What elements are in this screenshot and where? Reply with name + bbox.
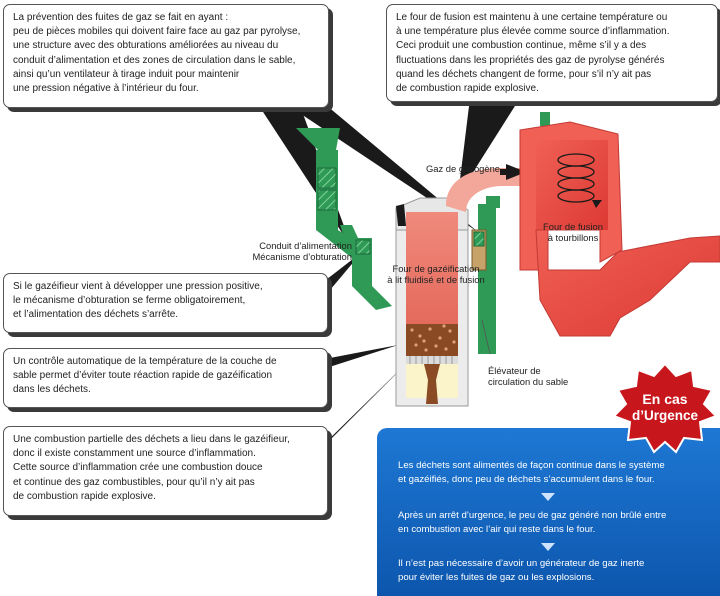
label-feed-duct: Conduit d’alimentation Mécanisme d’obturation [252, 240, 352, 262]
label-melting-furnace: Four de fusion à tourbillons [543, 221, 603, 243]
callout-gas-leak-prevention: La prévention des fuites de gaz se fait en ayant : peu de pièces mobiles qui doivent faire face au gaz par pyrolyse, une structure avec des obturations améliorées au niveau du conduit d’alimentation et des zones de circulation dans le sable, ainsi qu’un ventilateur à tirage induit pour maintenir une pression négative à l’intérieur du four. [3, 4, 329, 108]
callout-partial-combustion: Une combustion partielle des déchets a lieu dans le gazéifieur, donc il existe constamment une source d’inflammation. Cette source d’inflammation crée une combustion douce et continue des gaz combustibles, pour qu’il n’y ait pas de combustion rapide explosive. [3, 426, 328, 516]
emergency-badge [612, 362, 718, 454]
down-arrow-icon [541, 543, 555, 551]
pointer-temperature [320, 345, 398, 370]
label-syngas: Gaz de gazogène [426, 163, 501, 174]
badge-line-2: d’Urgence [631, 408, 699, 423]
label-gasifier: Four de gazéification à lit fluidisé et de fusion [387, 263, 485, 285]
callout-temperature-control: Un contrôle automatique de la température de la couche de sable permet d’éviter toute réaction rapide de gazéification dans les déchets. [3, 348, 328, 408]
emergency-step-1: Les déchets sont alimentés de façon continue dans le système et gazéifiés, donc peu de déchets s’accumulent dans le four. [398, 460, 665, 485]
emergency-step-3: Il n’est pas nécessaire d’avoir un générateur de gaz inerte pour éviter les fuites de gaz ou les explosions. [398, 558, 645, 583]
callout-melting-furnace: Le four de fusion est maintenu à une certaine température ou à une température plus élevée comme source d’inflammation. Ceci produit une combustion continue, même s’il y a des fluctuations dans les propriétés des gaz de pyrolyse générés quand les déchets changent de forme, pour s’il n’y ait pas de combustion rapide explosive. [386, 4, 718, 102]
down-arrow-icon [541, 493, 555, 501]
badge-line-1: En cas [642, 391, 688, 407]
emergency-step-2: Après un arrêt d’urgence, le peu de gaz généré non brûlé entre en combustion avec l’air qui reste dans le four. [398, 510, 667, 535]
gasification-furnace [396, 198, 468, 406]
callout-positive-pressure: Si le gazéifieur vient à développer une pression positive, le mécanisme d’obturation se ferme obligatoirement, et l’alimentation des déchets s’arrête. [3, 273, 328, 333]
label-sand-elevator: Élévateur de circulation du sable [488, 365, 569, 387]
